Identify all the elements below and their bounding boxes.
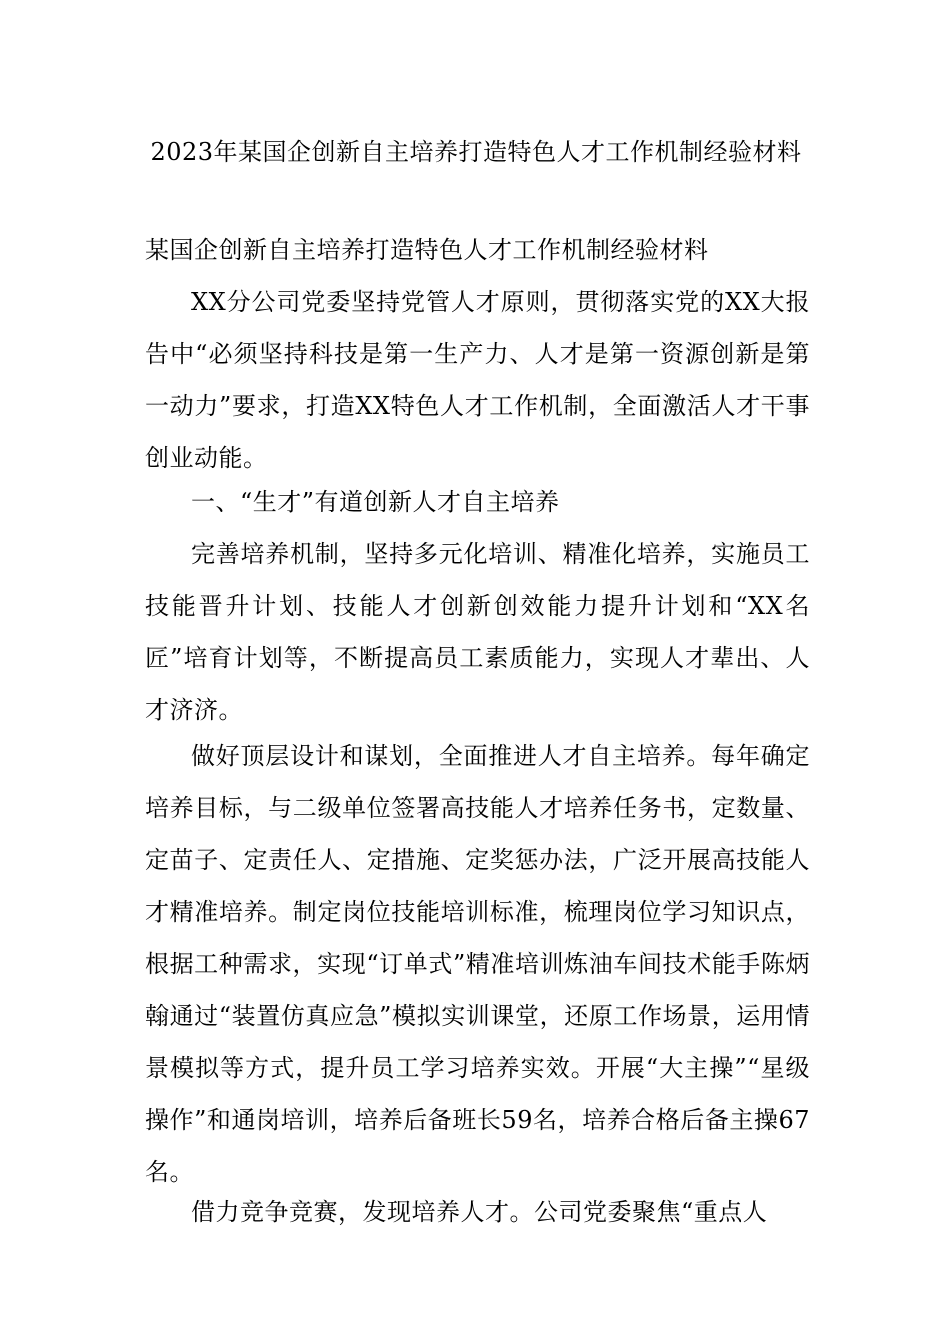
document-subtitle: 某国企创新自主培养打造特色人才工作机制经验材料 <box>145 236 709 264</box>
paragraph-intro: XX分公司党委坚持党管人才原则，贯彻落实党的XX大报告中“必须坚持科技是第一生产力、人才是第一资源创新是第一动力”要求，打造XX特色人才工作机制，全面激活人才干事创业动能。 <box>145 288 810 472</box>
paragraph-top-level-design: 做好顶层设计和谋划，全面推进人才自主培养。每年确定培养目标，与二级单位签署高技能人才培养任务书，定数量、定苗子、定责任人、定措施、定奖惩办法，广泛开展高技能人才精准培养。制定岗位技能培训标准，梳理岗位学习知识点，根据工种需求，实现“订单式”精准培训炼油车间技术能手陈炳翰通过“装置仿真应急”模拟实训课堂，还原工作场景，运用情景模拟等方式，提升员工学习培养实效。开展“大主操”“星级操作”和通岗培训，培养后备班长59名，培养合格后备主操67名。 <box>145 742 810 1186</box>
section-heading-1: 一、“生才”有道创新人才自主培养 <box>191 488 560 516</box>
paragraph-competition: 借力竞争竞赛，发现培养人才。公司党委聚焦“重点人 <box>191 1198 768 1226</box>
paragraph-training-mechanism: 完善培养机制，坚持多元化培训、精准化培养，实施员工技能晋升计划、技能人才创新创效能力提升计划和“XX名匠”培育计划等，不断提高员工素质能力，实现人才辈出、人才济济。 <box>145 540 810 724</box>
document-title: 2023年某国企创新自主培养打造特色人才工作机制经验材料 <box>150 138 802 166</box>
